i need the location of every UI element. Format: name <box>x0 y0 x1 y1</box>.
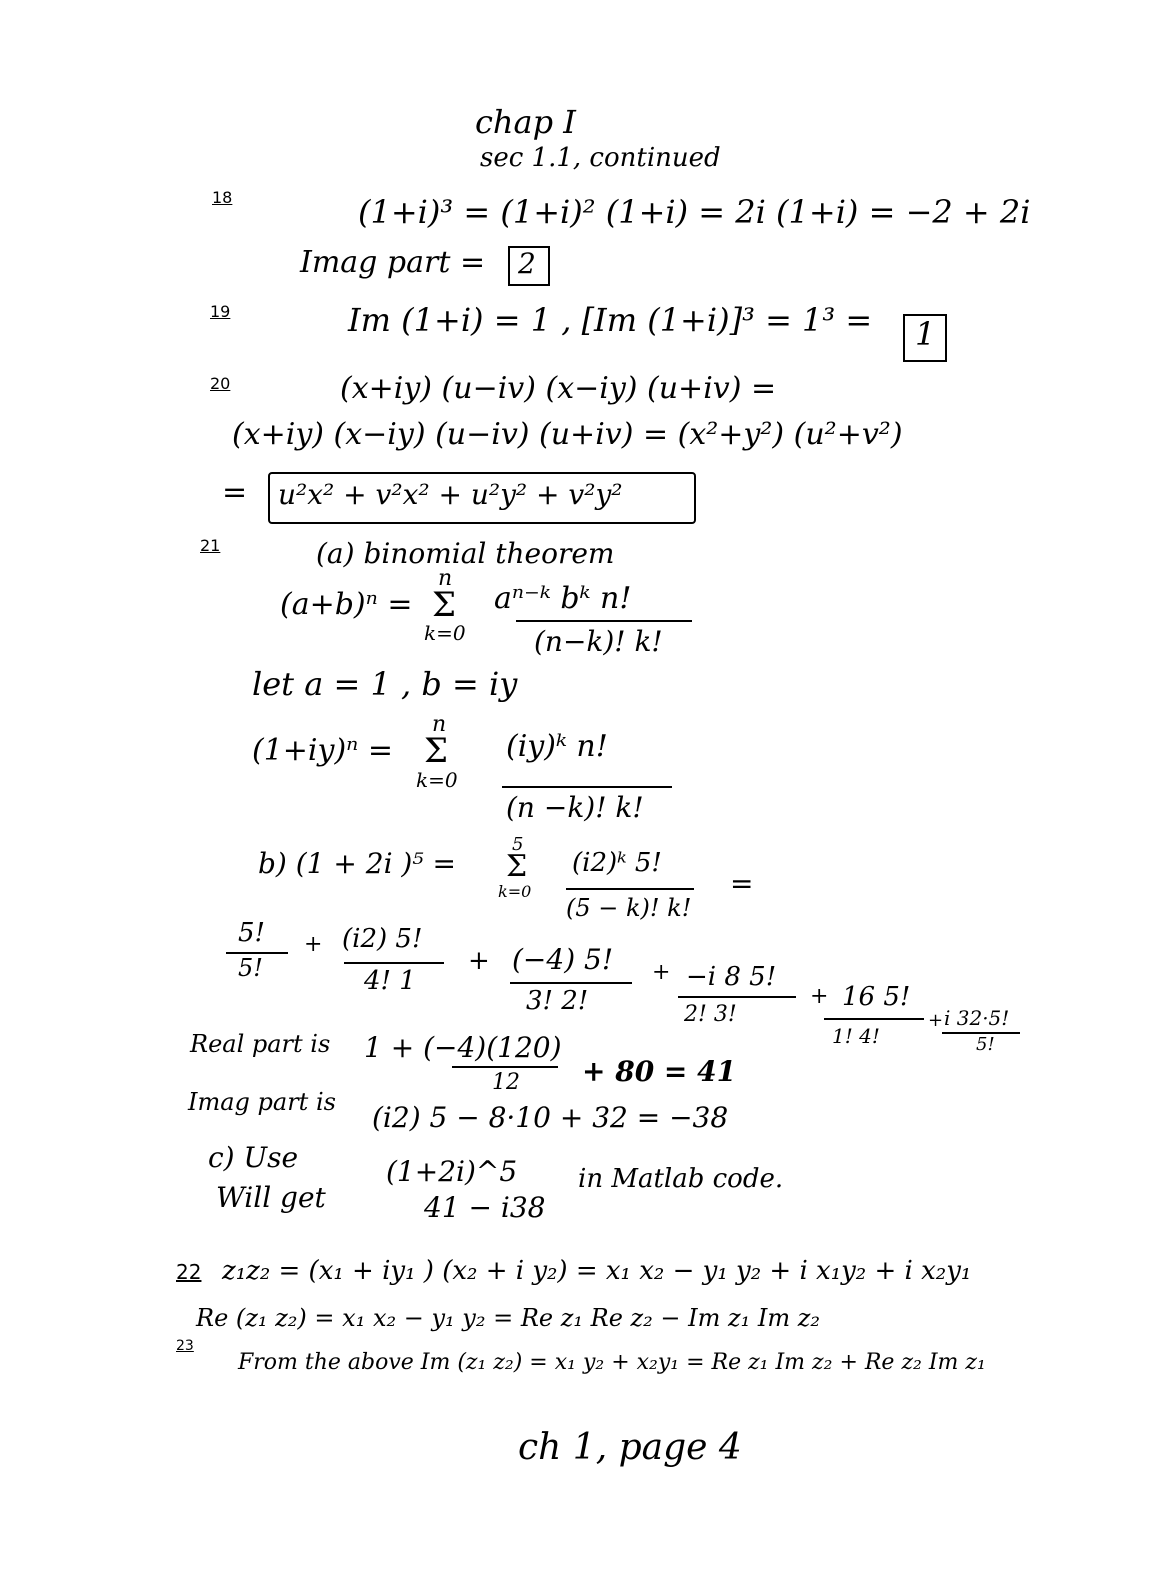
problem-23-line: From the above Im (z₁ z₂) = x₁ y₂ + x₂y₁ = Re z₁ Im z₂ + Re z₂ Im z₁ <box>238 1350 986 1375</box>
iy-denominator: (n −k)! k! <box>506 791 644 824</box>
real-part-den: 12 <box>492 1070 520 1095</box>
plus-4: + <box>810 984 829 1009</box>
term-2-bar <box>344 962 444 964</box>
term-2-num: (i2) 5! <box>342 924 423 954</box>
problem-21a-label: (a) binomial theorem <box>316 537 615 570</box>
chapter-title: chap I <box>475 103 576 141</box>
problem-21c-label: c) Use <box>208 1141 299 1174</box>
iy-lhs: (1+iy)ⁿ = <box>252 733 394 768</box>
plus-5: + <box>928 1010 944 1031</box>
term-5-den: 1! 4! <box>832 1024 880 1048</box>
binomial-denominator: (n−k)! k! <box>534 625 663 658</box>
real-part-rest: + 80 = 41 <box>582 1055 737 1088</box>
term-4-num: −i 8 5! <box>686 962 777 992</box>
iy-numerator: (iy)ᵏ n! <box>506 729 608 764</box>
b-numerator: (i2)ᵏ 5! <box>572 848 662 878</box>
iy-sum-top: n <box>432 712 447 737</box>
page-footer: ch 1, page 4 <box>518 1427 742 1468</box>
real-part-expr: 1 + (−4)(120) <box>364 1031 562 1064</box>
plus-2: + <box>468 946 490 976</box>
imag-part-label: Imag part is <box>188 1088 336 1116</box>
b-denominator: (5 − k)! k! <box>566 894 692 922</box>
b-fraction-bar <box>566 888 694 890</box>
problem-18-imag-value: 2 <box>518 247 536 280</box>
problem-20-line2: (x+iy) (x−iy) (u−iv) (u+iv) = (x²+y²) (u²+v²) <box>232 417 903 452</box>
binomial-fraction-bar <box>516 620 692 622</box>
binomial-sum-bottom: k=0 <box>424 621 466 645</box>
binomial-sum-symbol: Σ <box>432 585 457 625</box>
plus-1: + <box>304 932 323 957</box>
term-4-bar <box>678 996 796 998</box>
problem-number-23: 23 <box>176 1338 194 1354</box>
binomial-sum-top: n <box>438 566 453 591</box>
matlab-result: 41 − i38 <box>424 1191 546 1224</box>
b-sum-symbol: Σ <box>506 849 528 884</box>
problem-18-imag-label: Imag part = <box>300 245 486 280</box>
problem-21b-lhs: b) (1 + 2i )⁵ = <box>258 847 456 880</box>
problem-22-line2: Re (z₁ z₂) = x₁ x₂ − y₁ y₂ = Re z₁ Re z₂ − Im z₁ Im z₂ <box>196 1304 821 1332</box>
term-3-bar <box>510 982 632 984</box>
term-3-den: 3! 2! <box>526 986 589 1016</box>
term-6-den: 5! <box>976 1034 995 1055</box>
problem-20-equals: = <box>222 475 248 510</box>
b-sum-bottom: k=0 <box>498 882 532 901</box>
matlab-code-suffix: in Matlab code. <box>578 1164 784 1194</box>
matlab-code: (1+2i)^5 <box>386 1155 518 1188</box>
term-4-den: 2! 3! <box>684 1002 737 1027</box>
will-get-label: Will get <box>216 1181 326 1214</box>
problem-19-equation: Im (1+i) = 1 , [Im (1+i)]³ = 1³ = <box>348 301 873 339</box>
problem-22-line1: z₁z₂ = (x₁ + iy₁ ) (x₂ + i y₂) = x₁ x₂ − y₁ y₂ + i x₁y₂ + i x₂y₁ <box>222 1256 972 1286</box>
section-title: sec 1.1, continued <box>480 143 721 173</box>
let-statement: let a = 1 , b = iy <box>252 665 518 703</box>
plus-3: + <box>652 960 671 985</box>
term-1-den: 5! <box>238 954 263 982</box>
b-equals: = <box>730 867 754 900</box>
iy-sum-bottom: k=0 <box>416 768 458 792</box>
term-2-den: 4! 1 <box>364 966 416 996</box>
term-1-num: 5! <box>238 918 265 948</box>
problem-number-22: 22 <box>176 1260 202 1284</box>
real-part-label: Real part is <box>190 1030 331 1058</box>
term-3-num: (−4) 5! <box>512 943 614 976</box>
imag-part-expr: (i2) 5 − 8·10 + 32 = −38 <box>372 1101 729 1134</box>
problem-number-20: 20 <box>210 374 231 393</box>
real-part-bar <box>452 1066 558 1068</box>
iy-fraction-bar <box>502 786 672 788</box>
b-sum-top: 5 <box>512 834 524 855</box>
problem-19-answer: 1 <box>915 315 936 353</box>
binomial-lhs: (a+b)ⁿ = <box>280 587 413 622</box>
term-6-num: i 32·5! <box>944 1006 1010 1030</box>
problem-20-boxed-answer: u²x² + v²x² + u²y² + v²y² <box>278 478 623 511</box>
problem-number-18: 18 <box>212 188 233 207</box>
term-5-bar <box>824 1018 924 1020</box>
iy-sum-symbol: Σ <box>424 731 449 771</box>
problem-number-19: 19 <box>210 302 231 321</box>
problem-18-equation: (1+i)³ = (1+i)² (1+i) = 2i (1+i) = −2 + 2i <box>358 193 1031 231</box>
problem-20-line1: (x+iy) (u−iv) (x−iy) (u+iv) = <box>340 371 777 406</box>
binomial-numerator: aⁿ⁻ᵏ bᵏ n! <box>494 581 632 616</box>
problem-number-21: 21 <box>200 536 221 555</box>
term-5-num: 16 5! <box>842 982 911 1012</box>
